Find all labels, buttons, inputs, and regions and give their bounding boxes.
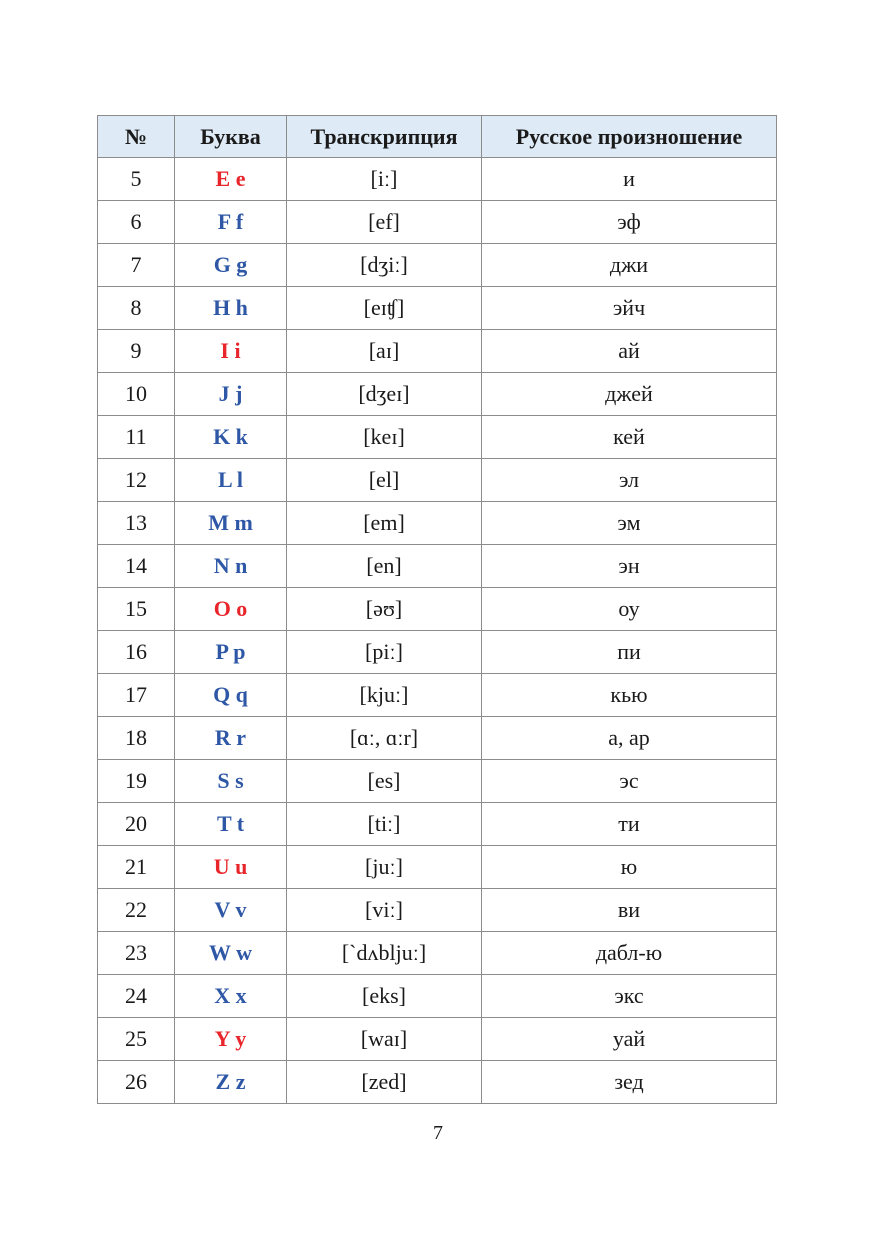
table-row <box>98 760 777 803</box>
header-transcription: Транскрипция <box>287 116 482 158</box>
cell-letter: H h <box>175 287 287 330</box>
table-row <box>98 717 777 760</box>
cell-transcription: [en] <box>287 545 482 588</box>
table-row <box>98 1061 777 1104</box>
cell-transcription: [aɪ] <box>287 330 482 373</box>
cell-number: 11 <box>98 416 175 459</box>
cell-russian-pronunciation: экс <box>482 975 777 1018</box>
cell-transcription: [juː] <box>287 846 482 889</box>
cell-transcription: [dʒeɪ] <box>287 373 482 416</box>
cell-russian-pronunciation: а, ар <box>482 717 777 760</box>
cell-russian-pronunciation: кью <box>482 674 777 717</box>
table-row <box>98 287 777 330</box>
table-row <box>98 803 777 846</box>
cell-number: 9 <box>98 330 175 373</box>
cell-transcription: [el] <box>287 459 482 502</box>
cell-letter: O o <box>175 588 287 631</box>
cell-letter: E e <box>175 158 287 201</box>
cell-number: 16 <box>98 631 175 674</box>
cell-transcription: [tiː] <box>287 803 482 846</box>
table-row <box>98 889 777 932</box>
cell-transcription: [dʒiː] <box>287 244 482 287</box>
cell-russian-pronunciation: уай <box>482 1018 777 1061</box>
cell-letter: M m <box>175 502 287 545</box>
header-number: № <box>98 116 175 158</box>
cell-number: 13 <box>98 502 175 545</box>
cell-letter: J j <box>175 373 287 416</box>
page-number: 7 <box>433 1122 443 1144</box>
cell-russian-pronunciation: джей <box>482 373 777 416</box>
table-row <box>98 674 777 717</box>
cell-letter: V v <box>175 889 287 932</box>
cell-number: 24 <box>98 975 175 1018</box>
table-row <box>98 201 777 244</box>
cell-number: 21 <box>98 846 175 889</box>
cell-letter: K k <box>175 416 287 459</box>
cell-number: 7 <box>98 244 175 287</box>
cell-russian-pronunciation: эйч <box>482 287 777 330</box>
cell-transcription: [ef] <box>287 201 482 244</box>
cell-transcription: [es] <box>287 760 482 803</box>
cell-letter: Q q <box>175 674 287 717</box>
cell-transcription: [viː] <box>287 889 482 932</box>
cell-russian-pronunciation: ю <box>482 846 777 889</box>
cell-number: 25 <box>98 1018 175 1061</box>
table-row <box>98 1018 777 1061</box>
table-row <box>98 846 777 889</box>
cell-russian-pronunciation: кей <box>482 416 777 459</box>
table-row <box>98 416 777 459</box>
cell-russian-pronunciation: ти <box>482 803 777 846</box>
cell-letter: N n <box>175 545 287 588</box>
cell-transcription: [keɪ] <box>287 416 482 459</box>
cell-letter: G g <box>175 244 287 287</box>
cell-transcription: [ɑː, ɑːr] <box>287 717 482 760</box>
alphabet-table <box>97 115 777 1104</box>
table-body <box>98 158 777 1104</box>
cell-letter: S s <box>175 760 287 803</box>
cell-letter: Z z <box>175 1061 287 1104</box>
header-russian-pronunciation: Русское произношение <box>482 116 777 158</box>
cell-russian-pronunciation: ай <box>482 330 777 373</box>
cell-number: 10 <box>98 373 175 416</box>
table-row <box>98 373 777 416</box>
cell-number: 15 <box>98 588 175 631</box>
table-row <box>98 502 777 545</box>
cell-number: 5 <box>98 158 175 201</box>
cell-number: 14 <box>98 545 175 588</box>
table-row <box>98 330 777 373</box>
table-row <box>98 631 777 674</box>
cell-letter: F f <box>175 201 287 244</box>
cell-russian-pronunciation: эн <box>482 545 777 588</box>
cell-letter: L l <box>175 459 287 502</box>
cell-number: 22 <box>98 889 175 932</box>
cell-russian-pronunciation: пи <box>482 631 777 674</box>
header-letter: Буква <box>175 116 287 158</box>
cell-transcription: [zed] <box>287 1061 482 1104</box>
cell-letter: Y y <box>175 1018 287 1061</box>
cell-letter: T t <box>175 803 287 846</box>
table-row <box>98 459 777 502</box>
cell-russian-pronunciation: эл <box>482 459 777 502</box>
cell-letter: U u <box>175 846 287 889</box>
table-row <box>98 588 777 631</box>
cell-number: 12 <box>98 459 175 502</box>
cell-transcription: [piː] <box>287 631 482 674</box>
cell-number: 6 <box>98 201 175 244</box>
cell-number: 8 <box>98 287 175 330</box>
cell-number: 23 <box>98 932 175 975</box>
cell-russian-pronunciation: джи <box>482 244 777 287</box>
table-row <box>98 932 777 975</box>
table-row <box>98 545 777 588</box>
cell-russian-pronunciation: ви <box>482 889 777 932</box>
cell-russian-pronunciation: дабл-ю <box>482 932 777 975</box>
cell-transcription: [em] <box>287 502 482 545</box>
cell-transcription: [kjuː] <box>287 674 482 717</box>
cell-transcription: [eɪʧ] <box>287 287 482 330</box>
table-row <box>98 244 777 287</box>
cell-number: 26 <box>98 1061 175 1104</box>
cell-russian-pronunciation: оу <box>482 588 777 631</box>
cell-number: 19 <box>98 760 175 803</box>
table-row <box>98 975 777 1018</box>
table-header-row <box>98 116 777 158</box>
cell-number: 18 <box>98 717 175 760</box>
cell-number: 20 <box>98 803 175 846</box>
cell-russian-pronunciation: зед <box>482 1061 777 1104</box>
cell-transcription: [eks] <box>287 975 482 1018</box>
cell-letter: X x <box>175 975 287 1018</box>
table-row <box>98 158 777 201</box>
cell-russian-pronunciation: эм <box>482 502 777 545</box>
cell-transcription: [iː] <box>287 158 482 201</box>
cell-letter: R r <box>175 717 287 760</box>
cell-transcription: [`dʌbljuː] <box>287 932 482 975</box>
cell-russian-pronunciation: эф <box>482 201 777 244</box>
cell-letter: W w <box>175 932 287 975</box>
cell-transcription: [əʊ] <box>287 588 482 631</box>
cell-number: 17 <box>98 674 175 717</box>
cell-letter: I i <box>175 330 287 373</box>
cell-transcription: [waɪ] <box>287 1018 482 1061</box>
cell-letter: P p <box>175 631 287 674</box>
cell-russian-pronunciation: эс <box>482 760 777 803</box>
cell-russian-pronunciation: и <box>482 158 777 201</box>
